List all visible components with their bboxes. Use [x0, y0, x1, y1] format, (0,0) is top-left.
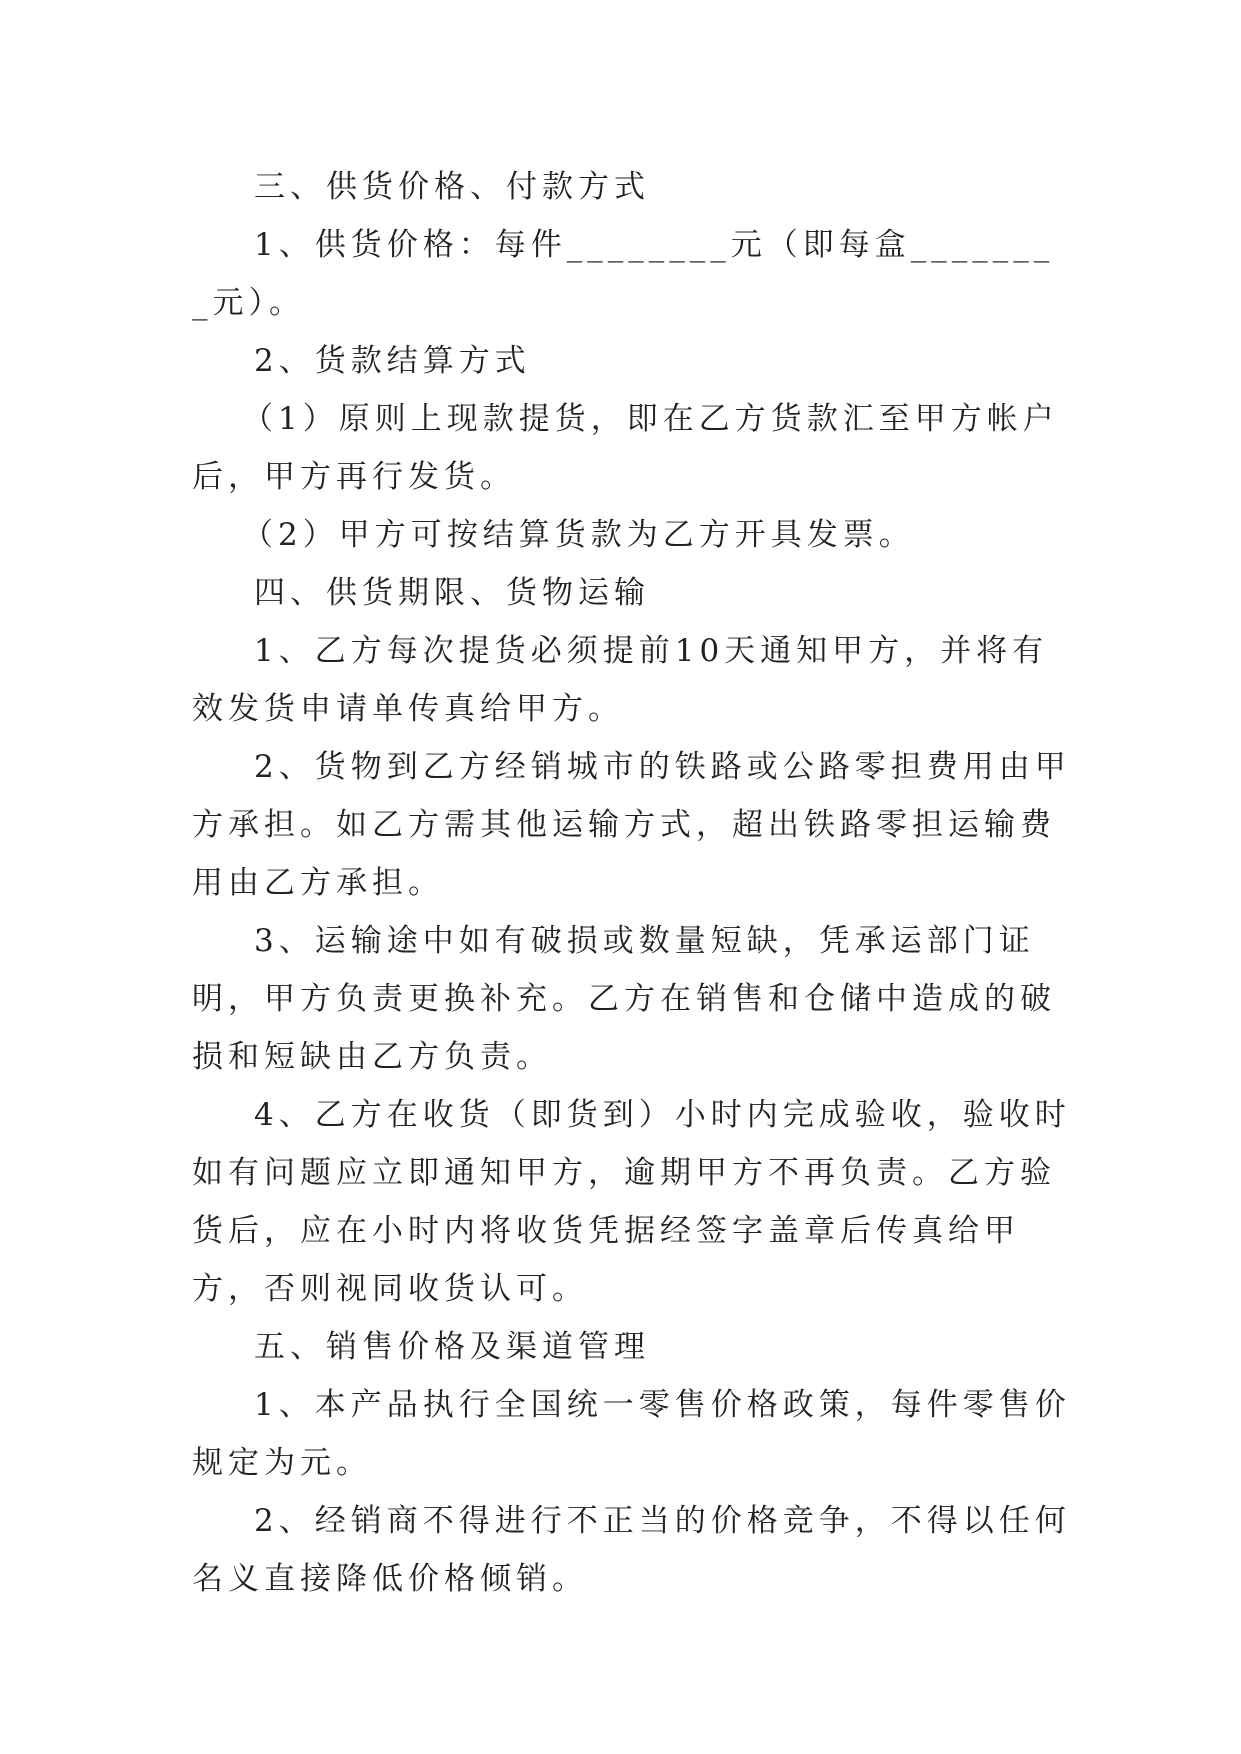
clause-advance-notice: 1、乙方每次提货必须提前10天通知甲方，并将有效发货申请单传真给甲方。 — [192, 633, 1049, 727]
clause-freight-cost: 2、货物到乙方经销城市的铁路或公路零担费用由甲方承担。如乙方需其他运输方式，超出铁路零担运输费用由乙方承担。 — [192, 749, 1071, 901]
clause-settlement-item-2: （2）甲方可按结算货款为乙方开具发票。 — [242, 517, 915, 553]
document-body — [192, 158, 1072, 1608]
clause-retail-price: 1、本产品执行全国统一零售价格政策，每件零售价规定为元。 — [192, 1387, 1071, 1481]
section-heading-sales-price: 五、销售价格及渠道管理 — [254, 1329, 650, 1365]
section-heading-supply-price: 三、供货价格、付款方式 — [254, 169, 650, 205]
clause-price-competition: 2、经销商不得进行不正当的价格竞争，不得以任何名义直接降低价格倾销。 — [192, 1503, 1071, 1597]
clause-acceptance: 4、乙方在收货（即货到）小时内完成验收，验收时如有问题应立即通知甲方，逾期甲方不再负责。乙方验货后，应在小时内将收货凭据经签字盖章后传真给甲方，否则视同收货认可。 — [192, 1097, 1071, 1307]
clause-transport-damage: 3、运输途中如有破损或数量短缺，凭承运部门证明，甲方负责更换补充。乙方在销售和仓储中造成的破损和短缺由乙方负责。 — [192, 923, 1056, 1075]
clause-supply-price: 1、供货价格：每件________元（即每盒________元）。 — [192, 227, 1055, 321]
clause-settlement-item-1: （1）原则上现款提货，即在乙方货款汇至甲方帐户后，甲方再行发货。 — [192, 401, 1059, 495]
clause-settlement-method: 2、货款结算方式 — [254, 343, 531, 379]
section-heading-supply-period: 四、供货期限、货物运输 — [254, 575, 650, 611]
